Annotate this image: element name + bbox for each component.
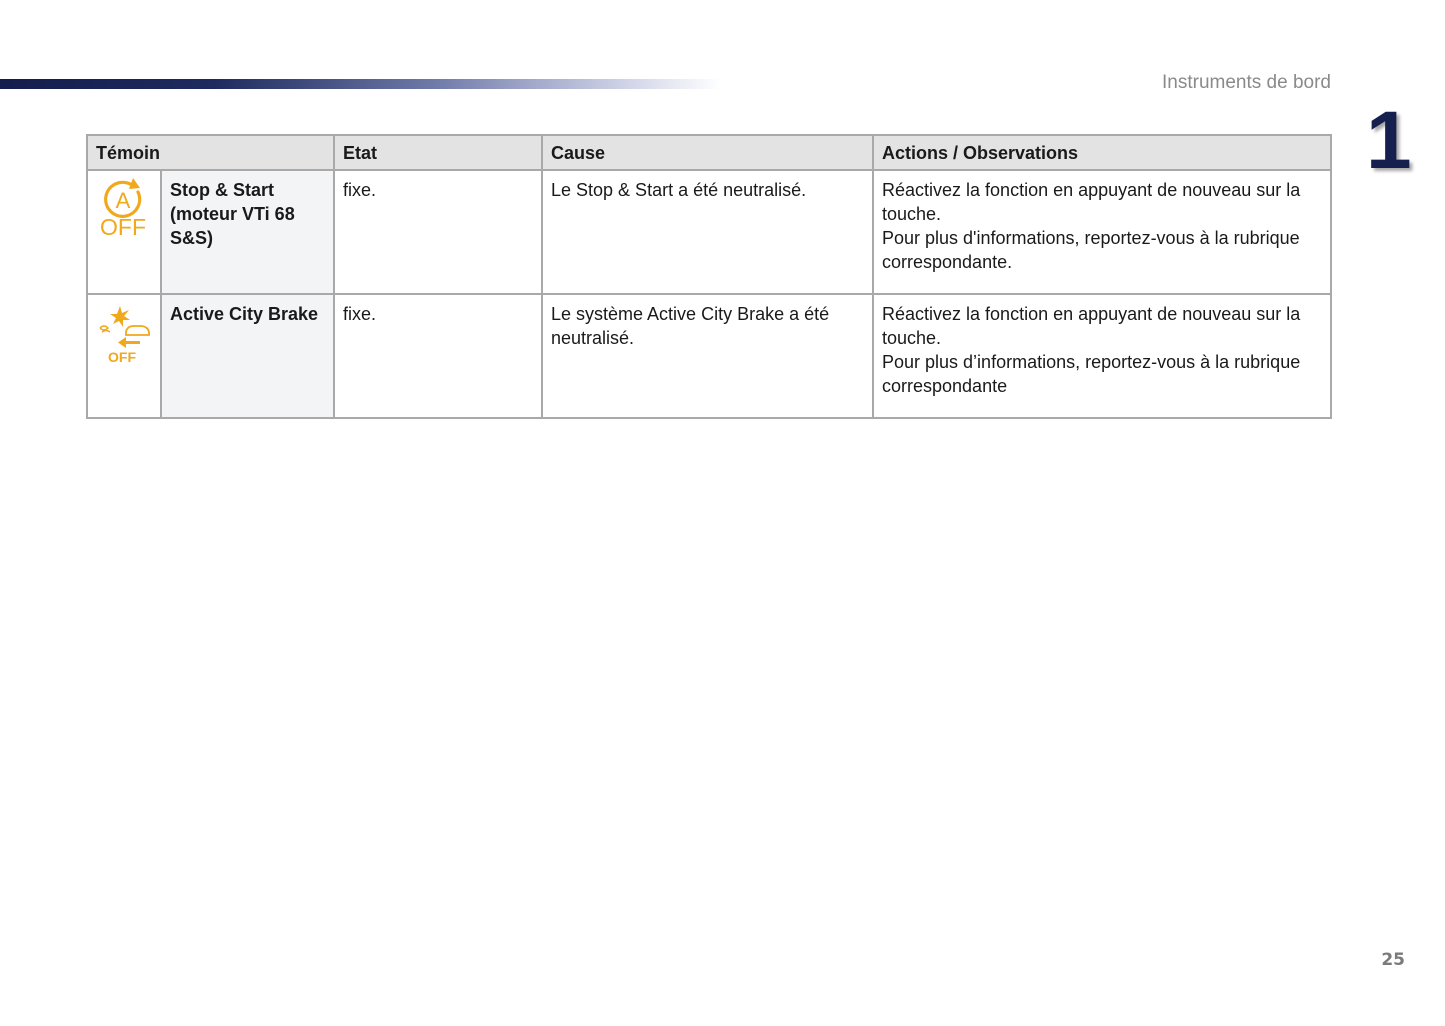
stop-start-off-icon <box>96 178 152 238</box>
table-row <box>87 294 1331 418</box>
actions-line-1: Réactivez la fonction en appuyant de nouveau sur la touche. <box>882 180 1301 224</box>
page-number: 25 <box>1381 950 1405 970</box>
actions-cell <box>873 170 1331 294</box>
stop-start-icon-letter: A <box>115 188 131 213</box>
chapter-number: 1 <box>1366 95 1412 186</box>
acb-icon-off-text: OFF <box>108 349 136 364</box>
header-gradient-bar <box>0 79 720 89</box>
header-actions: Actions / Observations <box>873 135 1331 170</box>
table-header-row <box>87 135 1331 170</box>
etat-cell: fixe. <box>334 294 542 418</box>
active-city-brake-off-icon <box>96 302 152 364</box>
etat-cell: fixe. <box>334 170 542 294</box>
icon-cell <box>87 294 161 418</box>
cause-cell: Le Stop & Start a été neutralisé. <box>542 170 873 294</box>
section-title: Instruments de bord <box>1162 72 1331 93</box>
cause-cell: Le système Active City Brake a été neutralisé. <box>542 294 873 418</box>
actions-cell <box>873 294 1331 418</box>
header-cause: Cause <box>542 135 873 170</box>
actions-line-2: Pour plus d’informations, reportez-vous à la rubrique correspondante <box>882 352 1301 396</box>
warning-lights-table <box>86 134 1332 419</box>
actions-line-1: Réactivez la fonction en appuyant de nouveau sur la touche. <box>882 304 1301 348</box>
actions-line-2: Pour plus d'informations, reportez-vous à la rubrique correspondante. <box>882 228 1300 272</box>
icon-cell <box>87 170 161 294</box>
header-etat: Etat <box>334 135 542 170</box>
stop-start-icon-off-text: OFF <box>100 214 146 238</box>
warning-name: Stop & Start (moteur VTi 68 S&S) <box>161 170 334 294</box>
table-row <box>87 170 1331 294</box>
warning-name: Active City Brake <box>161 294 334 418</box>
header-temoin: Témoin <box>87 135 334 170</box>
